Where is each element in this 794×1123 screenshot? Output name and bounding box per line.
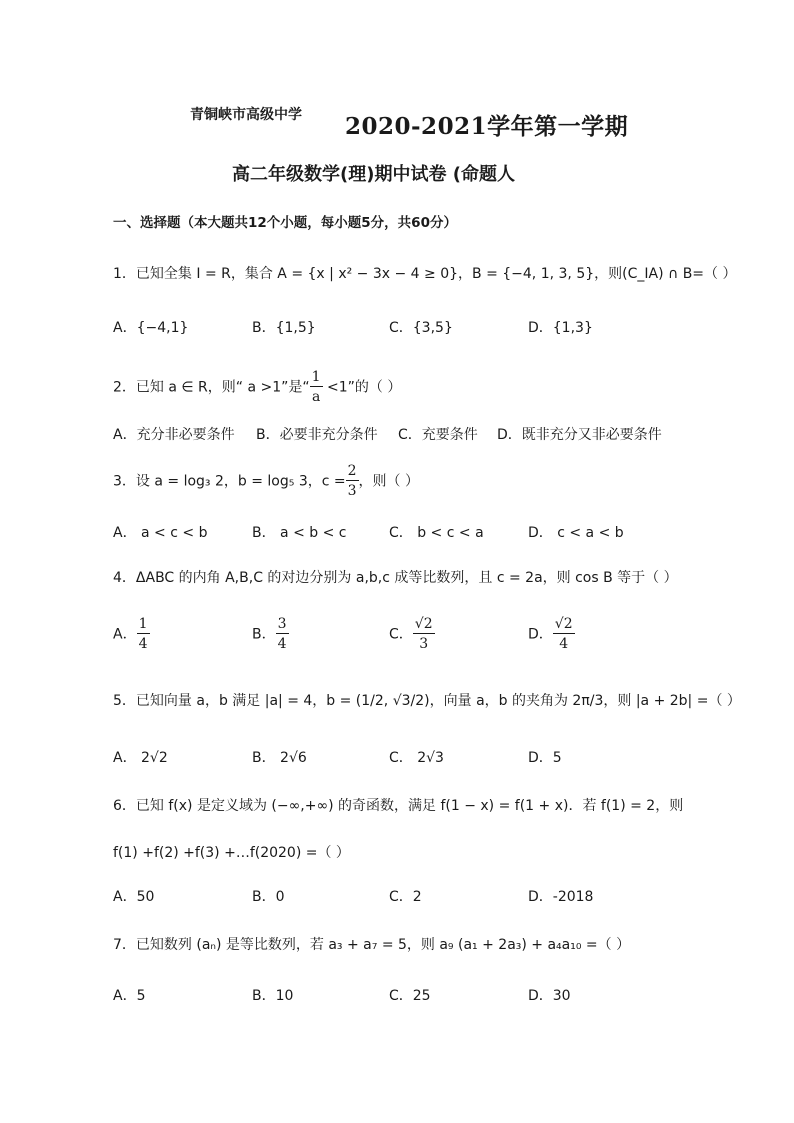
fraction-numerator: √2 [414, 616, 433, 632]
option-b: B．必要非充分条件 [256, 427, 378, 443]
question-number: 6． [113, 798, 136, 814]
question-6-continuation: f(1) +f(2) +f(3) +…f(2020) =（ ） [113, 845, 350, 861]
option-a: A．{−4,1} [113, 320, 189, 336]
question-stem-part-2: <1”的（ ） [322, 379, 402, 396]
exam-subtitle: 高二年级数学(理)期中试卷 (命题人 [232, 164, 515, 185]
question-5 [113, 690, 741, 710]
question-stem: 已知向量 a，b 满足 |a| = 4，b = (1/2, √3/2)，向量 a，b 的夹角为 2π/3，则 |a + 2b| =（ ） [135, 693, 741, 709]
option-b: B． a < b < c [252, 525, 347, 541]
option-a: A．充分非必要条件 [113, 427, 235, 443]
fraction-denominator: 3 [419, 636, 429, 652]
fraction-denominator: 4 [277, 636, 287, 652]
option-b [252, 615, 289, 654]
fraction-numerator: 1 [311, 369, 321, 385]
fraction [137, 615, 150, 654]
option-label: D． [528, 626, 553, 643]
question-stem: 已知数列 (aₙ) 是等比数列，若 a₃ + a₇ = 5，则 a₉ (a₁ + 2a₃) + a₄a₁₀ =（ ） [135, 937, 631, 953]
school-name: 青铜峡市高级中学 [190, 107, 302, 123]
question-stem: 已知全集 I = R，集合 A = {x | x² − 3x − 4 ≥ 0}，B = {−4, 1, 3, 5}，则(C_IA) ∩ B=（ ） [135, 266, 737, 282]
fraction [413, 615, 435, 654]
question-3 [113, 462, 419, 501]
question-7 [113, 934, 630, 954]
fraction [346, 462, 359, 501]
option-c: C．充要条件 [398, 427, 478, 443]
option-c: C．2 [389, 889, 422, 905]
option-d: D．既非充分又非必要条件 [497, 427, 662, 443]
option-d: D．30 [528, 988, 571, 1004]
option-d: D． c < a < b [528, 525, 624, 541]
fraction-numerator: 1 [138, 616, 148, 632]
question-stem-part-1: 已知 a ∈ R，则“ a >1”是“ [135, 379, 310, 396]
option-d [528, 615, 575, 654]
fraction-denominator: a [311, 389, 321, 405]
option-d: D．5 [528, 750, 562, 766]
option-b: B．{1,5} [252, 320, 316, 336]
question-stem-part-2: ，则（ ） [358, 473, 419, 490]
option-b: B．0 [252, 889, 285, 905]
fraction-denominator: 3 [347, 483, 357, 499]
option-label: C． [389, 626, 413, 643]
question-number: 7． [113, 937, 136, 953]
question-1 [113, 263, 736, 283]
question-number: 1． [113, 266, 136, 282]
question-stem: ΔABC 的内角 A,B,C 的对边分别为 a,b,c 成等比数列，且 c = 2a，则 cos B 等于（ ） [135, 570, 678, 586]
option-a: A． 2√2 [113, 750, 168, 766]
question-number: 2． [113, 379, 136, 396]
question-4 [113, 567, 678, 587]
option-c: C．25 [389, 988, 431, 1004]
question-6 [113, 795, 683, 815]
option-a: A． a < c < b [113, 525, 208, 541]
option-c: C． b < c < a [389, 525, 484, 541]
section-title: 一、选择题（本大题共12个小题，每小题5分，共60分） [113, 215, 457, 231]
fraction-denominator: 4 [138, 636, 148, 652]
option-b: B． 2√6 [252, 750, 307, 766]
option-label: A． [113, 626, 137, 643]
question-2 [113, 368, 401, 407]
option-d: D．{1,3} [528, 320, 593, 336]
option-d: D．-2018 [528, 889, 594, 905]
question-stem: 已知 f(x) 是定义域为 (−∞,+∞) 的奇函数，满足 f(1 − x) = f(1 + x)．若 f(1) = 2，则 [135, 798, 684, 814]
option-a: A．5 [113, 988, 146, 1004]
question-number: 3． [113, 473, 136, 490]
term-title: 2020-2021学年第一学期 [345, 113, 629, 140]
option-label: B． [252, 626, 276, 643]
option-a [113, 615, 150, 654]
fraction [310, 368, 323, 407]
option-c [389, 615, 435, 654]
fraction [553, 615, 575, 654]
fraction-numerator: 2 [347, 463, 357, 479]
fraction-numerator: 3 [277, 616, 287, 632]
option-c: C． 2√3 [389, 750, 444, 766]
option-c: C．{3,5} [389, 320, 453, 336]
question-number: 4． [113, 570, 136, 586]
option-a: A．50 [113, 889, 155, 905]
fraction-denominator: 4 [559, 636, 569, 652]
option-b: B．10 [252, 988, 294, 1004]
question-stem-part-1: 设 a = log₃ 2，b = log₅ 3，c = [135, 473, 346, 490]
fraction [276, 615, 289, 654]
fraction-numerator: √2 [554, 616, 573, 632]
question-number: 5． [113, 693, 136, 709]
